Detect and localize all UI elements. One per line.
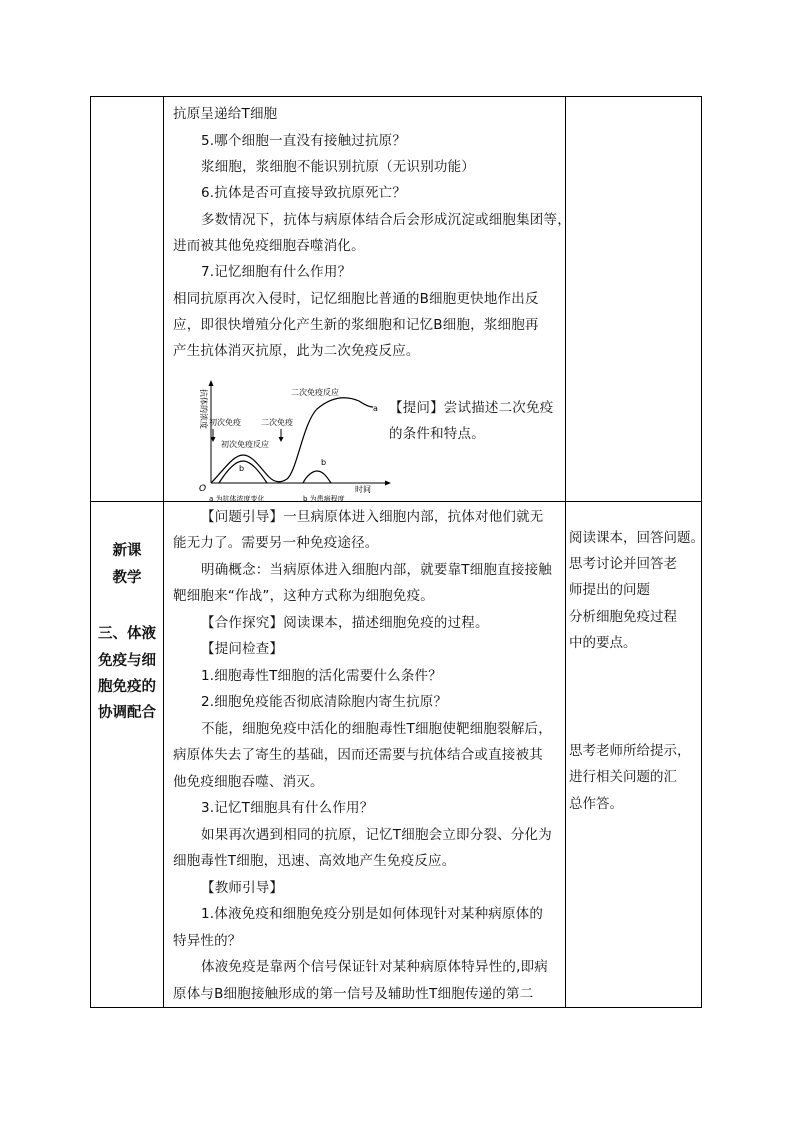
student-activity-line: 中的要点。 [569, 635, 637, 651]
text-line: 5.哪个细胞一直没有接触过抗原？ [201, 133, 407, 149]
student-activity-line: 思考讨论并回答老 [569, 556, 677, 572]
y-axis-label: 抗体的浓度 [199, 389, 208, 429]
text-line: 相同抗原再次入侵时，记忆细胞比普通的B细胞更快地作出反 [173, 291, 539, 307]
text-line: 他免疫细胞吞噬、消灭。 [173, 774, 324, 790]
text-line: 3.记忆T细胞具有什么作用？ [201, 800, 374, 816]
text-line: 如果再次遇到相同的抗原，记忆T细胞会立即分裂、分化为 [201, 827, 552, 843]
text-line: 多数情况下，抗体与病原体结合后会形成沉淀或细胞集团等， [201, 212, 571, 228]
text-line: 病原体失去了寄生的基础，因而还需要与抗体结合或直接被其 [173, 747, 543, 763]
text-line: 2.细胞免疫能否彻底清除胞内寄生抗原？ [201, 694, 448, 710]
x-axis-label: 时间 [355, 485, 371, 494]
label-first-response: 初次免疫反应 [221, 440, 269, 449]
student-activity-line: 阅读课本，回答问题。 [569, 530, 704, 546]
text-line: 浆细胞，浆细胞不能识别抗原（无识别功能） [201, 159, 475, 175]
text-line: 7.记忆细胞有什么作用？ [201, 264, 352, 280]
question-line: 的条件和特点。 [389, 426, 485, 442]
x-axis-arrow [385, 481, 391, 486]
y-axis-arrow [209, 380, 214, 386]
text-line: 能无力了。需要另一种免疫途径。 [173, 535, 379, 551]
curve-a-label: a [373, 404, 378, 413]
section-head: 免疫与细 [98, 653, 156, 669]
text-line: 应，即很快增殖分化产生新的浆细胞和记忆B细胞，浆细胞再 [173, 317, 539, 333]
column-divider-2 [565, 97, 566, 1007]
section-head: 三、体液 [98, 626, 156, 642]
label-first-immunization: 初次免疫 [209, 418, 241, 427]
text-line: 1.体液免疫和细胞免疫分别是如何体现针对某种病原体的 [201, 906, 544, 922]
text-line: 原体与B细胞接触形成的第一信号及辅助性T细胞传递的第二 [173, 986, 534, 1002]
text-line: 【问题引导】一旦病原体进入细胞内部，抗体对他们就无 [201, 509, 544, 525]
column-divider-1 [163, 97, 164, 1007]
label-second-response: 二次免疫反应 [291, 388, 339, 397]
text-line: 6.抗体是否可直接导致抗原死亡？ [201, 185, 407, 201]
text-line: 特异性的？ [173, 933, 242, 949]
text-line: 【教师引导】 [201, 880, 284, 896]
text-line: 不能，细胞免疫中活化的细胞毒性T细胞使靶细胞裂解后， [201, 721, 552, 737]
text-line: 靶细胞来“作战”，这种方式称为细胞免疫。 [173, 588, 434, 604]
student-activity-line: 进行相关问题的汇 [569, 769, 677, 785]
question-line: 【提问】尝试描述二次免疫 [389, 400, 554, 416]
section-head: 教学 [112, 570, 142, 586]
text-line: 明确概念：当病原体进入细胞内部，就要靠T细胞直接接触 [201, 562, 552, 578]
curve-b-label-2: b [321, 458, 327, 467]
caption-a: a 为抗体浓度变化 [209, 495, 265, 503]
student-activity-line: 分析细胞免疫过程 [569, 609, 677, 625]
curve-b-label: b [239, 464, 245, 473]
text-line: 细胞毒性T细胞，迅速、高效地产生免疫反应。 [173, 853, 456, 869]
student-activity-line: 师提出的问题 [569, 582, 650, 598]
text-line: 【提问检查】 [201, 641, 284, 657]
section-head: 协调配合 [98, 705, 156, 721]
section-head: 新课 [112, 543, 142, 559]
arrow-second-head [279, 437, 284, 442]
origin-label: O [199, 484, 207, 494]
label-second-immunization: 二次免疫 [261, 418, 293, 427]
curve-b-second [303, 471, 331, 483]
immune-response-graph [195, 379, 393, 504]
text-line: 1.细胞毒性T细胞的活化需要什么条件？ [201, 668, 442, 684]
text-line: 【合作探究】阅读课本，描述细胞免疫的过程。 [201, 615, 489, 631]
text-line: 产生抗体消灭抗原，此为二次免疫反应。 [173, 343, 420, 359]
student-activity-line: 总作答。 [569, 796, 623, 812]
lesson-table [90, 96, 702, 1008]
text-line: 抗原呈递给T细胞 [173, 106, 278, 122]
row-divider [91, 501, 701, 502]
section-head: 胞免疫的 [98, 679, 156, 695]
student-activity-line: 思考老师所给提示， [569, 743, 691, 759]
text-line: 进而被其他免疫细胞吞噬消化。 [173, 238, 365, 254]
text-line: 体液免疫是靠两个信号保证针对某种病原体特异性的,即病 [201, 959, 548, 975]
caption-b: b 为患病程度 [303, 495, 345, 503]
